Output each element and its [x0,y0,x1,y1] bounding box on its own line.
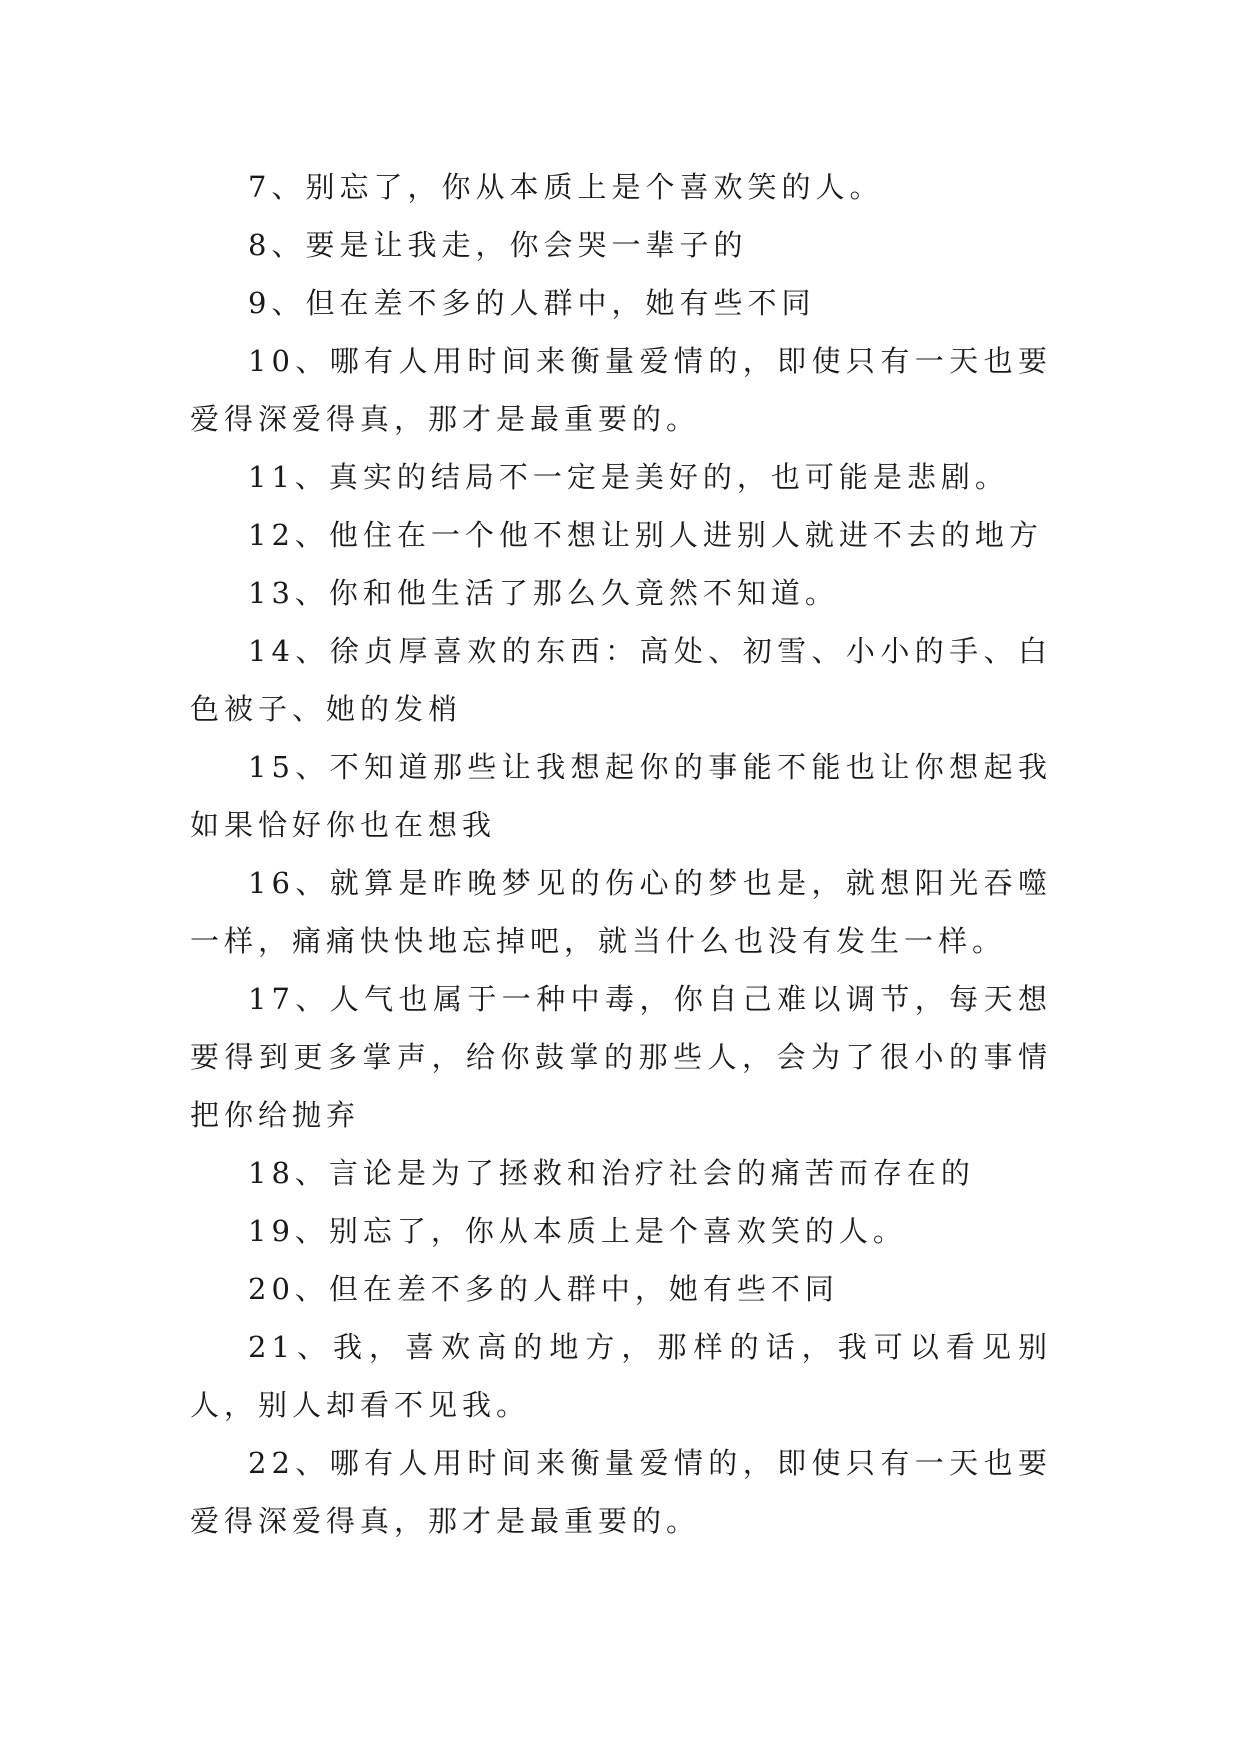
document-body [190,158,1052,1550]
paragraph-20: 20、但在差不多的人群中，她有些不同 [248,1272,839,1306]
paragraph-19: 19、别忘了，你从本质上是个喜欢笑的人。 [248,1214,907,1248]
paragraph-17: 17、人气也属于一种中毒，你自己难以调节，每天想要得到更多掌声，给你鼓掌的那些人，会为了很小的事情把你给抛弃 [190,982,1052,1132]
paragraph-9: 9、但在差不多的人群中，她有些不同 [248,286,816,320]
paragraph-15: 15、不知道那些让我想起你的事能不能也让你想起我如果恰好你也在想我 [190,750,1052,842]
paragraph-22: 22、哪有人用时间来衡量爱情的，即使只有一天也要爱得深爱得真，那才是最重要的。 [190,1446,1052,1538]
paragraph-14: 14、徐贞厚喜欢的东西：高处、初雪、小小的手、白色被子、她的发梢 [190,634,1052,726]
paragraph-10: 10、哪有人用时间来衡量爱情的，即使只有一天也要爱得深爱得真，那才是最重要的。 [190,344,1052,436]
paragraph-11: 11、真实的结局不一定是美好的，也可能是悲剧。 [248,460,1009,494]
paragraph-7: 7、别忘了，你从本质上是个喜欢笑的人。 [248,170,884,204]
paragraph-12: 12、他住在一个他不想让别人进别人就进不去的地方 [248,518,1043,552]
paragraph-18: 18、言论是为了拯救和治疗社会的痛苦而存在的 [248,1156,975,1190]
paragraph-16: 16、就算是昨晚梦见的伤心的梦也是，就想阳光吞噬一样，痛痛快快地忘掉吧，就当什么也没有发生一样。 [190,866,1052,958]
paragraph-8: 8、要是让我走，你会哭一辈子的 [248,228,748,262]
paragraph-13: 13、你和他生活了那么久竟然不知道。 [248,576,839,610]
paragraph-21: 21、我，喜欢高的地方，那样的话，我可以看见别人，别人却看不见我。 [190,1330,1052,1422]
